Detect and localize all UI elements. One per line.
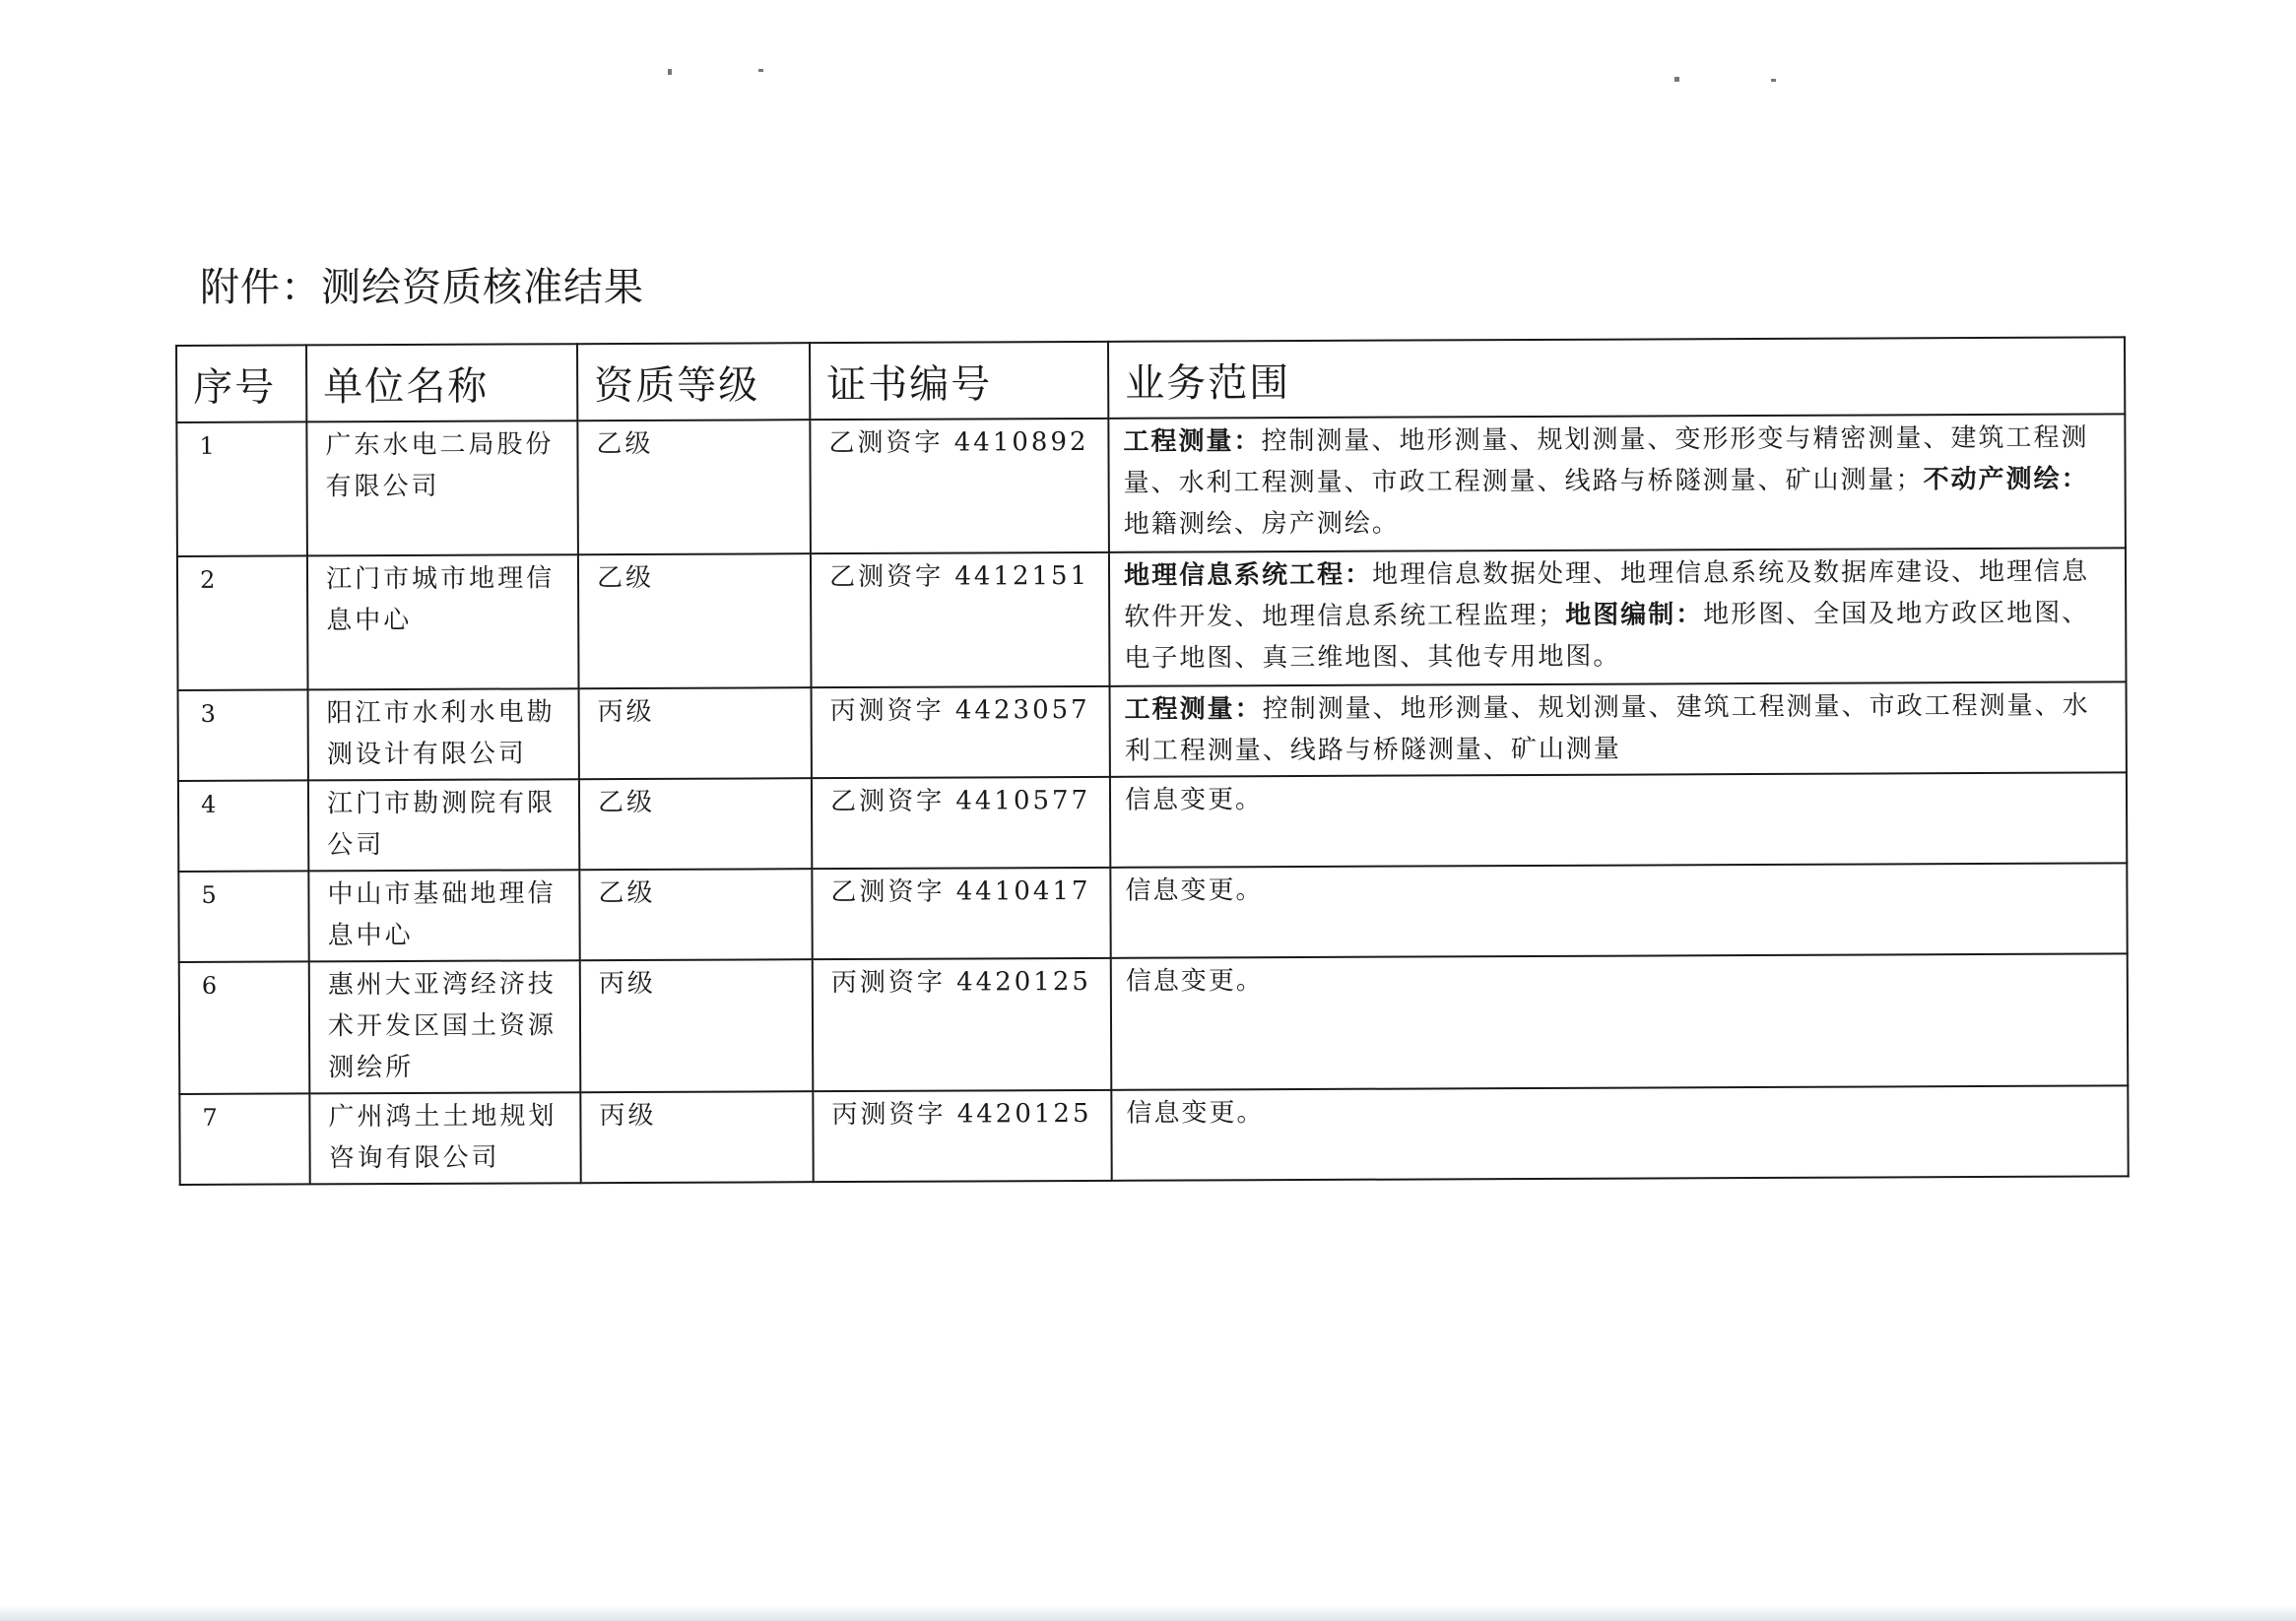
row-unit-name: 惠州大亚湾经济技术开发区国土资源测绘所 (309, 960, 581, 1093)
scan-speck (1674, 77, 1679, 82)
row-seq: 5 (178, 871, 308, 962)
table-row (178, 863, 2127, 962)
header-cert-number: 证书编号 (810, 342, 1108, 420)
row-unit-name: 中山市基础地理信息中心 (308, 870, 579, 961)
table-row (177, 548, 2127, 690)
row-cert-number: 乙测资字 4410892 (810, 419, 1109, 553)
table-row (179, 1085, 2128, 1185)
row-cert-number: 丙测资字 4420125 (813, 958, 1112, 1091)
scope-separator: ： (1234, 694, 1263, 725)
header-business-scope: 业务范围 (1108, 337, 2125, 419)
row-grade: 丙级 (579, 687, 812, 779)
scope-text: 信息变更。 (1124, 785, 1264, 815)
row-unit-name: 广州鸿土土地规划咨询有限公司 (309, 1092, 580, 1184)
scope-text: 控制测量、地形测量、规划测量、建筑工程测量、市政工程测量、水利工程测量、线路与桥隧测量、矿山测量 (1124, 690, 2090, 766)
row-seq: 1 (176, 421, 307, 556)
row-business-scope (1110, 681, 2127, 777)
row-cert-number: 丙测资字 4423057 (812, 686, 1110, 778)
row-grade: 丙级 (580, 1091, 813, 1183)
scope-category: 地图编制 (1565, 600, 1676, 630)
scope-separator: ： (1233, 426, 1262, 457)
row-seq: 7 (179, 1093, 309, 1185)
row-business-scope (1108, 414, 2126, 552)
table-row (176, 414, 2126, 556)
scope-text: 地理信息数据处理、地理信息系统及数据库建设、地理信息软件开发、地理信息系统工程监理； (1124, 556, 2090, 632)
scope-text: 信息变更。 (1125, 966, 1264, 997)
scope-category: 地理信息系统工程 (1123, 559, 1345, 591)
row-business-scope (1109, 548, 2127, 686)
table-row (179, 953, 2129, 1094)
scope-separator: ： (2061, 464, 2089, 494)
row-cert-number: 丙测资字 4420125 (813, 1090, 1111, 1182)
row-grade: 乙级 (578, 553, 812, 688)
scope-text: 信息变更。 (1126, 1098, 1265, 1129)
row-business-scope (1111, 953, 2129, 1090)
row-unit-name: 广东水电二局股份有限公司 (306, 421, 578, 555)
scan-bottom-edge (0, 1605, 2296, 1621)
row-grade: 乙级 (579, 869, 812, 960)
scan-speck (758, 69, 763, 72)
header-unit-name: 单位名称 (306, 344, 577, 421)
scope-category: 工程测量 (1124, 694, 1235, 725)
row-business-scope (1110, 772, 2127, 868)
scope-text: 地形图、全国及地方政区地图、电子地图、真三维地图、其他专用地图。 (1124, 598, 2090, 674)
row-unit-name: 江门市城市地理信息中心 (307, 554, 579, 689)
scan-speck (1771, 79, 1776, 82)
scope-separator: ： (1675, 600, 1704, 630)
scope-category: 工程测量 (1123, 426, 1234, 457)
scan-speck (668, 69, 672, 75)
row-seq: 4 (178, 780, 308, 872)
table-header-row (176, 337, 2125, 422)
scope-category: 不动产测绘 (1923, 464, 2062, 495)
row-grade: 乙级 (577, 420, 811, 554)
row-grade: 丙级 (580, 959, 814, 1092)
page-title: 附件：测绘资质核准结果 (200, 265, 644, 310)
row-cert-number: 乙测资字 4410577 (812, 777, 1110, 869)
row-unit-name: 江门市勘测院有限公司 (308, 779, 579, 871)
row-unit-name: 阳江市水利水电勘测设计有限公司 (308, 688, 579, 780)
qualification-result-table (175, 336, 2130, 1186)
scope-text: 控制测量、地形测量、规划测量、变形形变与精密测量、建筑工程测量、水利工程测量、市政工程测量、线路与桥隧测量、矿山测量； (1123, 422, 2089, 498)
row-seq: 2 (177, 555, 308, 690)
scope-text: 地籍测绘、房产测绘。 (1123, 508, 1400, 540)
header-grade: 资质等级 (577, 343, 810, 421)
row-business-scope (1110, 863, 2127, 958)
scope-separator: ： (1344, 559, 1373, 590)
scope-text: 信息变更。 (1125, 875, 1264, 906)
row-cert-number: 乙测资字 4410417 (812, 868, 1110, 959)
row-grade: 乙级 (579, 778, 812, 870)
row-seq: 6 (179, 961, 310, 1094)
row-business-scope (1111, 1085, 2128, 1181)
table-row (178, 772, 2127, 872)
row-cert-number: 乙测资字 4412151 (811, 552, 1110, 687)
row-seq: 3 (178, 689, 308, 781)
header-seq: 序号 (176, 345, 306, 422)
table-row (178, 681, 2127, 781)
